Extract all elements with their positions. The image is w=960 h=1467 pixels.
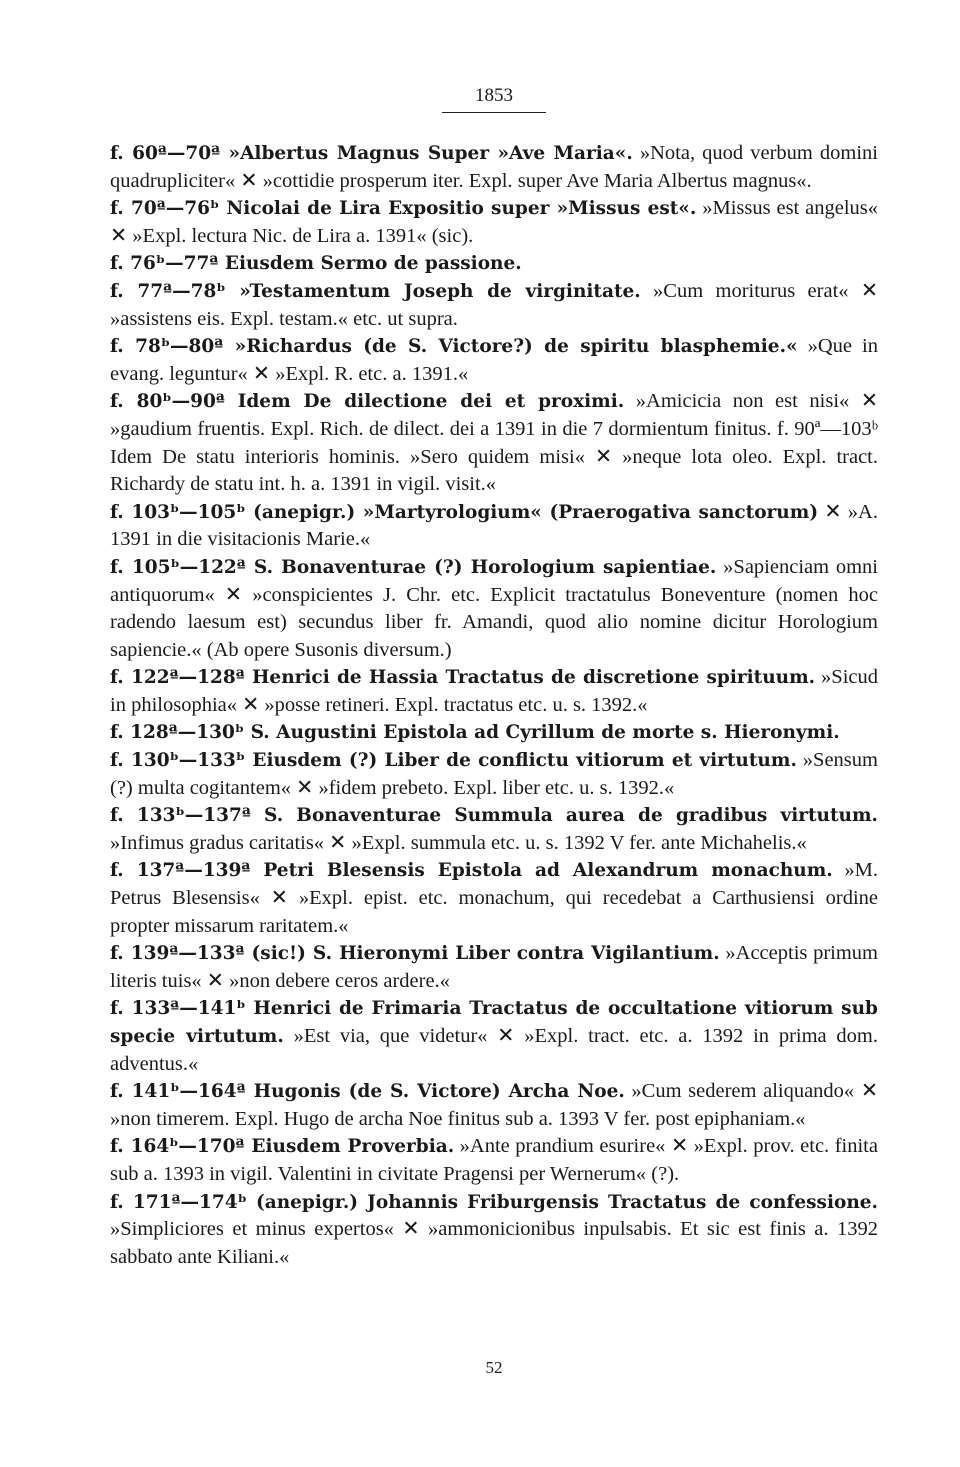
entry-heading: f. 122ª—128ª Henrici de Hassia Tractatus de discretione spirituum. bbox=[110, 667, 816, 689]
entry-heading: f. 60ª—70ª »Albertus Magnus Super »Ave Maria«. bbox=[110, 143, 633, 164]
entry-heading: f. 76ᵇ—77ª Eiusdem Sermo de passione. bbox=[110, 253, 522, 275]
entry-heading: f. 139ª—133ª (sic!) S. Hieronymi Liber contra Vigilantium. bbox=[110, 943, 720, 965]
header-rule bbox=[442, 112, 546, 113]
entry-heading: f. 80ᵇ—90ª Idem De dilectione dei et proximi. bbox=[110, 391, 625, 413]
catalog-entry bbox=[110, 195, 878, 250]
entry-text: »Que in evang. leguntur« ✕ »Expl. R. etc. a. 1391.« bbox=[110, 335, 878, 385]
folio-number: 52 bbox=[485, 1358, 503, 1377]
catalog-entry bbox=[110, 995, 878, 1078]
entry-text: »Sicud in philosophia« ✕ »posse retineri. Expl. tractatus etc. u. s. 1392.« bbox=[110, 666, 878, 716]
catalog-entry bbox=[110, 278, 878, 333]
entry-heading: f. 164ᵇ—170ª Eiusdem Proverbia. bbox=[110, 1136, 455, 1158]
entry-text: »Simpliciores et minus expertos« ✕ »ammonicionibus inpulsabis. Et sic est finis a. 1392 sabbato ante Kiliani.« bbox=[110, 1218, 878, 1268]
entry-text: »Acceptis primum literis tuis« ✕ »non debere ceros ardere.« bbox=[110, 942, 878, 992]
entry-heading: f. 133ª—141ᵇ Henrici de Frimaria Tractatus de occultatione vitiorum sub specie virtutum. bbox=[110, 998, 878, 1047]
entry-heading: f. 103ᵇ—105ᵇ (anepigr.) »Martyrologium« (Praerogativa sanctorum) bbox=[110, 501, 819, 523]
entry-text: ✕ »A. 1391 in die visitacionis Marie.« bbox=[110, 500, 878, 551]
catalog-entry bbox=[110, 857, 878, 940]
catalog-entries bbox=[110, 140, 878, 1271]
entry-text: »Ante prandium esurire« ✕ »Expl. prov. etc. finita sub a. 1393 in vigil. Valentini in civitate Pragensi per Wernerum« (?). bbox=[110, 1135, 878, 1185]
catalog-entry bbox=[110, 250, 878, 278]
entry-heading: f. 133ᵇ—137ª S. Bonaventurae Summula aurea de gradibus virtutum. bbox=[110, 805, 878, 827]
entry-text: »Infimus gradus caritatis« ✕ »Expl. summula etc. u. s. 1392 V fer. ante Michahelis.« bbox=[110, 831, 807, 854]
entry-heading: f. 77ª—78ᵇ »Testamentum Joseph de virginitate. bbox=[110, 280, 641, 302]
catalog-entry bbox=[110, 140, 878, 195]
entry-text: »Amicicia non est nisi« ✕ »gaudium fruentis. Expl. Rich. de dilect. dei a 1391 in die 7 dormientum finitus. f. 90ª—103ᵇ Idem De statu interioris hominis. »Sero quidem misi« ✕ »neque lota oleo. Expl. tract. Richardy de statu int. h. a. 1391 in vigil. visit.« bbox=[110, 390, 879, 496]
entry-heading: f. 171ª—174ᵇ (anepigr.) Johannis Friburgensis Tractatus de confessione. bbox=[110, 1191, 878, 1213]
catalog-entry bbox=[110, 1078, 878, 1133]
catalog-page bbox=[110, 0, 878, 1467]
entry-heading: f. 78ᵇ—80ª »Richardus (de S. Victore?) de spiritu blasphemie.« bbox=[110, 336, 798, 358]
catalog-entry bbox=[110, 802, 878, 857]
entry-heading: f. 70ª—76ᵇ Nicolai de Lira Expositio super »Missus est«. bbox=[110, 198, 697, 220]
entry-text: »Est via, que videtur« ✕ »Expl. tract. etc. a. 1392 in prima dom. adventus.« bbox=[110, 1025, 879, 1075]
entry-text: »Sensum (?) multa cogitantem« ✕ »fidem prebeto. Expl. liber etc. u. s. 1392.« bbox=[110, 749, 878, 799]
catalog-entry bbox=[110, 333, 878, 388]
entry-heading: f. 128ª—130ᵇ S. Augustini Epistola ad Cyrillum de morte s. Hieronymi. bbox=[110, 722, 840, 744]
catalog-entry bbox=[110, 719, 878, 747]
entry-text: »Missus est angelus« ✕ »Expl. lectura Nic. de Lira a. 1391« (sic). bbox=[110, 197, 879, 247]
catalog-entry bbox=[110, 554, 878, 664]
entry-heading: f. 141ᵇ—164ª Hugonis (de S. Victore) Archa Noe. bbox=[110, 1081, 625, 1103]
catalog-entry bbox=[110, 388, 878, 498]
catalog-entry bbox=[110, 1189, 878, 1272]
catalog-entry bbox=[110, 747, 878, 802]
entry-text: »Nota, quod verbum domini quadrupliciter« ✕ »cottidie prosperum iter. Expl. super Ave Maria Albertus magnus«. bbox=[110, 142, 879, 192]
catalog-entry bbox=[110, 1133, 878, 1188]
entry-heading: f. 105ᵇ—122ª S. Bonaventurae (?) Horologium sapientiae. bbox=[110, 556, 717, 578]
catalog-entry bbox=[110, 664, 878, 719]
entry-heading: f. 137ª—139ª Petri Blesensis Epistola ad Alexandrum monachum. bbox=[110, 860, 833, 882]
entry-text: »M. Petrus Blesensis« ✕ »Expl. epist. etc. monachum, qui recedebat a Carthusiensi ordine propter missarum raritatem.« bbox=[110, 859, 878, 937]
entry-text: »Sapienciam omni antiquorum« ✕ »conspicientes J. Chr. etc. Explicit tractatulus Boneventure (nomen hoc radendo laesum est) secundus liber fr. Amandi, quod alio nomine dicitur Horologium sapiencie.« (Ab opere Susonis diversum.) bbox=[110, 555, 878, 661]
catalog-entry bbox=[110, 940, 878, 995]
entry-text: »Cum moriturus erat« ✕ »assistens eis. Expl. testam.« etc. ut supra. bbox=[110, 279, 879, 330]
entry-heading: f. 130ᵇ—133ᵇ Eiusdem (?) Liber de conflictu vitiorum et virtutum. bbox=[110, 750, 797, 772]
catalog-entry bbox=[110, 499, 878, 554]
running-page-number: 1853 bbox=[475, 85, 513, 106]
entry-text: »Cum sederem aliquando« ✕ »non timerem. Expl. Hugo de archa Noe finitus sub a. 1393 V fer. post epiphaniam.« bbox=[110, 1080, 878, 1130]
